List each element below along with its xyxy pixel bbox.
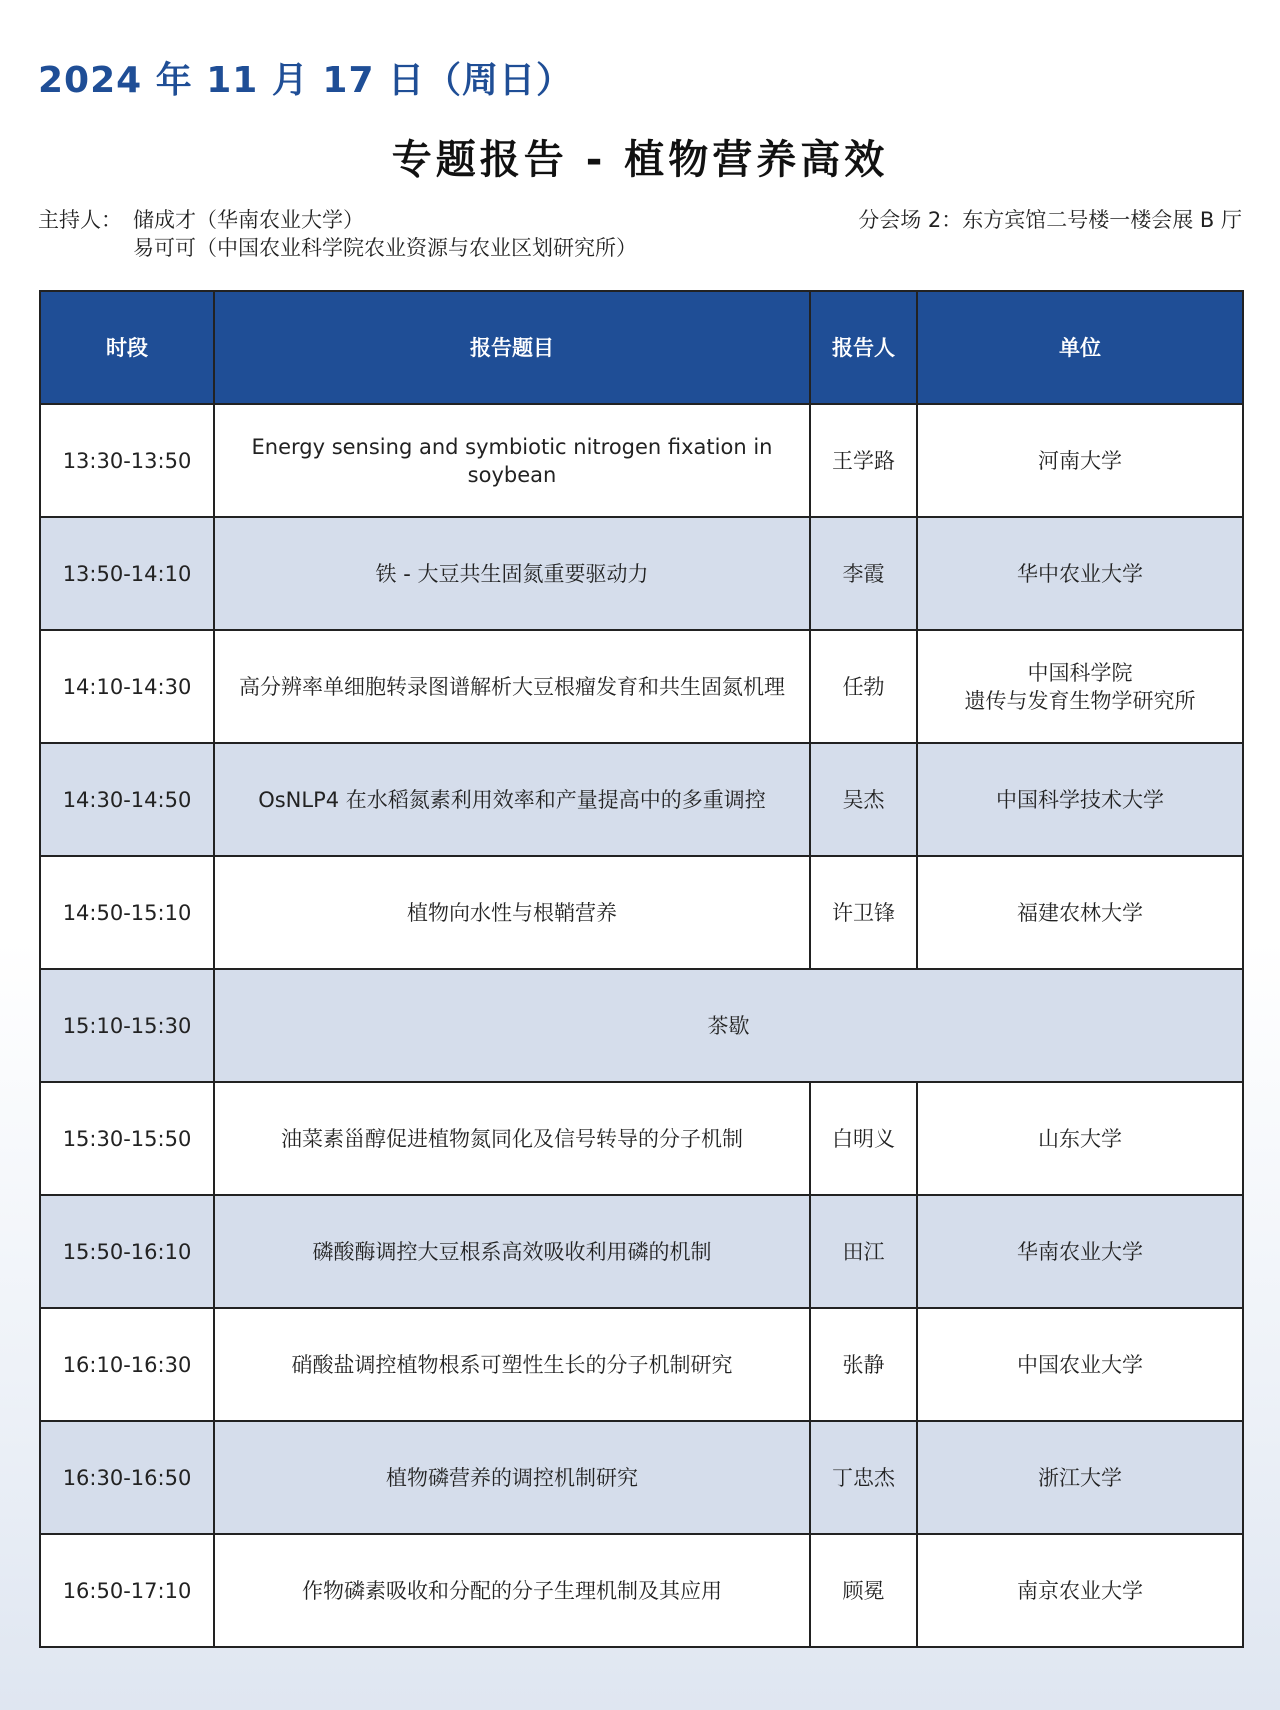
host-info: [38, 206, 637, 262]
cell-org: 华南农业大学: [917, 1195, 1243, 1308]
host-label: 主持人：: [38, 208, 122, 232]
cell-speaker: 田江: [810, 1195, 917, 1308]
table-row: [40, 404, 1243, 517]
table-header-row: [40, 291, 1243, 404]
table-row-break: [40, 969, 1243, 1082]
cell-time: 16:30-16:50: [40, 1421, 214, 1534]
cell-speaker: 许卫锋: [810, 856, 917, 969]
cell-time: 16:50-17:10: [40, 1534, 214, 1647]
cell-time: 15:10-15:30: [40, 969, 214, 1082]
header-time: 时段: [40, 291, 214, 404]
cell-time: 15:50-16:10: [40, 1195, 214, 1308]
cell-speaker: 丁忠杰: [810, 1421, 917, 1534]
cell-topic: 磷酸酶调控大豆根系高效吸收利用磷的机制: [214, 1195, 810, 1308]
cell-time: 13:30-13:50: [40, 404, 214, 517]
cell-topic: Energy sensing and symbiotic nitrogen fixation in soybean: [214, 404, 810, 517]
page-title: 专题报告 - 植物营养高效: [391, 137, 889, 183]
header-topic: 报告题目: [214, 291, 810, 404]
cell-speaker: 白明义: [810, 1082, 917, 1195]
cell-org: 浙江大学: [917, 1421, 1243, 1534]
org-line-1: 中国科学院: [1027, 660, 1133, 685]
cell-topic: 植物向水性与根鞘营养: [214, 856, 810, 969]
cell-speaker: 李霞: [810, 517, 917, 630]
cell-topic: OsNLP4 在水稻氮素利用效率和产量提高中的多重调控: [214, 743, 810, 856]
header-org: 单位: [917, 291, 1243, 404]
cell-time: 15:30-15:50: [40, 1082, 214, 1195]
cell-org: 南京农业大学: [917, 1534, 1243, 1647]
host-2: 易可可（中国农业科学院农业资源与农业区划研究所）: [133, 236, 637, 260]
cell-break: 茶歇: [214, 969, 1243, 1082]
venue-info: 分会场 2：东方宾馆二号楼一楼会展 B 厅: [858, 208, 1242, 232]
cell-speaker: 吴杰: [810, 743, 917, 856]
cell-org: [917, 630, 1243, 743]
cell-topic: 油菜素甾醇促进植物氮同化及信号转导的分子机制: [214, 1082, 810, 1195]
cell-topic: 作物磷素吸收和分配的分子生理机制及其应用: [214, 1534, 810, 1647]
table-row: [40, 856, 1243, 969]
table-row: [40, 743, 1243, 856]
cell-time: 14:10-14:30: [40, 630, 214, 743]
cell-time: 16:10-16:30: [40, 1308, 214, 1421]
table-row: [40, 1421, 1243, 1534]
cell-org: 中国农业大学: [917, 1308, 1243, 1421]
cell-org: 山东大学: [917, 1082, 1243, 1195]
cell-org: 福建农林大学: [917, 856, 1243, 969]
cell-org: 河南大学: [917, 404, 1243, 517]
cell-speaker: 张静: [810, 1308, 917, 1421]
schedule-table: [39, 290, 1244, 1648]
cell-topic: 高分辨率单细胞转录图谱解析大豆根瘤发育和共生固氮机理: [214, 630, 810, 743]
cell-time: 14:30-14:50: [40, 743, 214, 856]
event-date: 2024 年 11 月 17 日（周日）: [38, 60, 574, 101]
cell-time: 14:50-15:10: [40, 856, 214, 969]
cell-topic: 铁 - 大豆共生固氮重要驱动力: [214, 517, 810, 630]
cell-time: 13:50-14:10: [40, 517, 214, 630]
cell-topic: 植物磷营养的调控机制研究: [214, 1421, 810, 1534]
table-row: [40, 1195, 1243, 1308]
host-1: 储成才（华南农业大学）: [133, 208, 364, 232]
cell-org: 华中农业大学: [917, 517, 1243, 630]
org-line-2: 遗传与发育生物学研究所: [964, 688, 1196, 713]
table-row: [40, 1082, 1243, 1195]
cell-speaker: 任勃: [810, 630, 917, 743]
cell-speaker: 王学路: [810, 404, 917, 517]
table-row: [40, 630, 1243, 743]
table-row: [40, 517, 1243, 630]
cell-org: 中国科学技术大学: [917, 743, 1243, 856]
table-row: [40, 1308, 1243, 1421]
table-row: [40, 1534, 1243, 1647]
cell-topic: 硝酸盐调控植物根系可塑性生长的分子机制研究: [214, 1308, 810, 1421]
header-speaker: 报告人: [810, 291, 917, 404]
cell-speaker: 顾冕: [810, 1534, 917, 1647]
